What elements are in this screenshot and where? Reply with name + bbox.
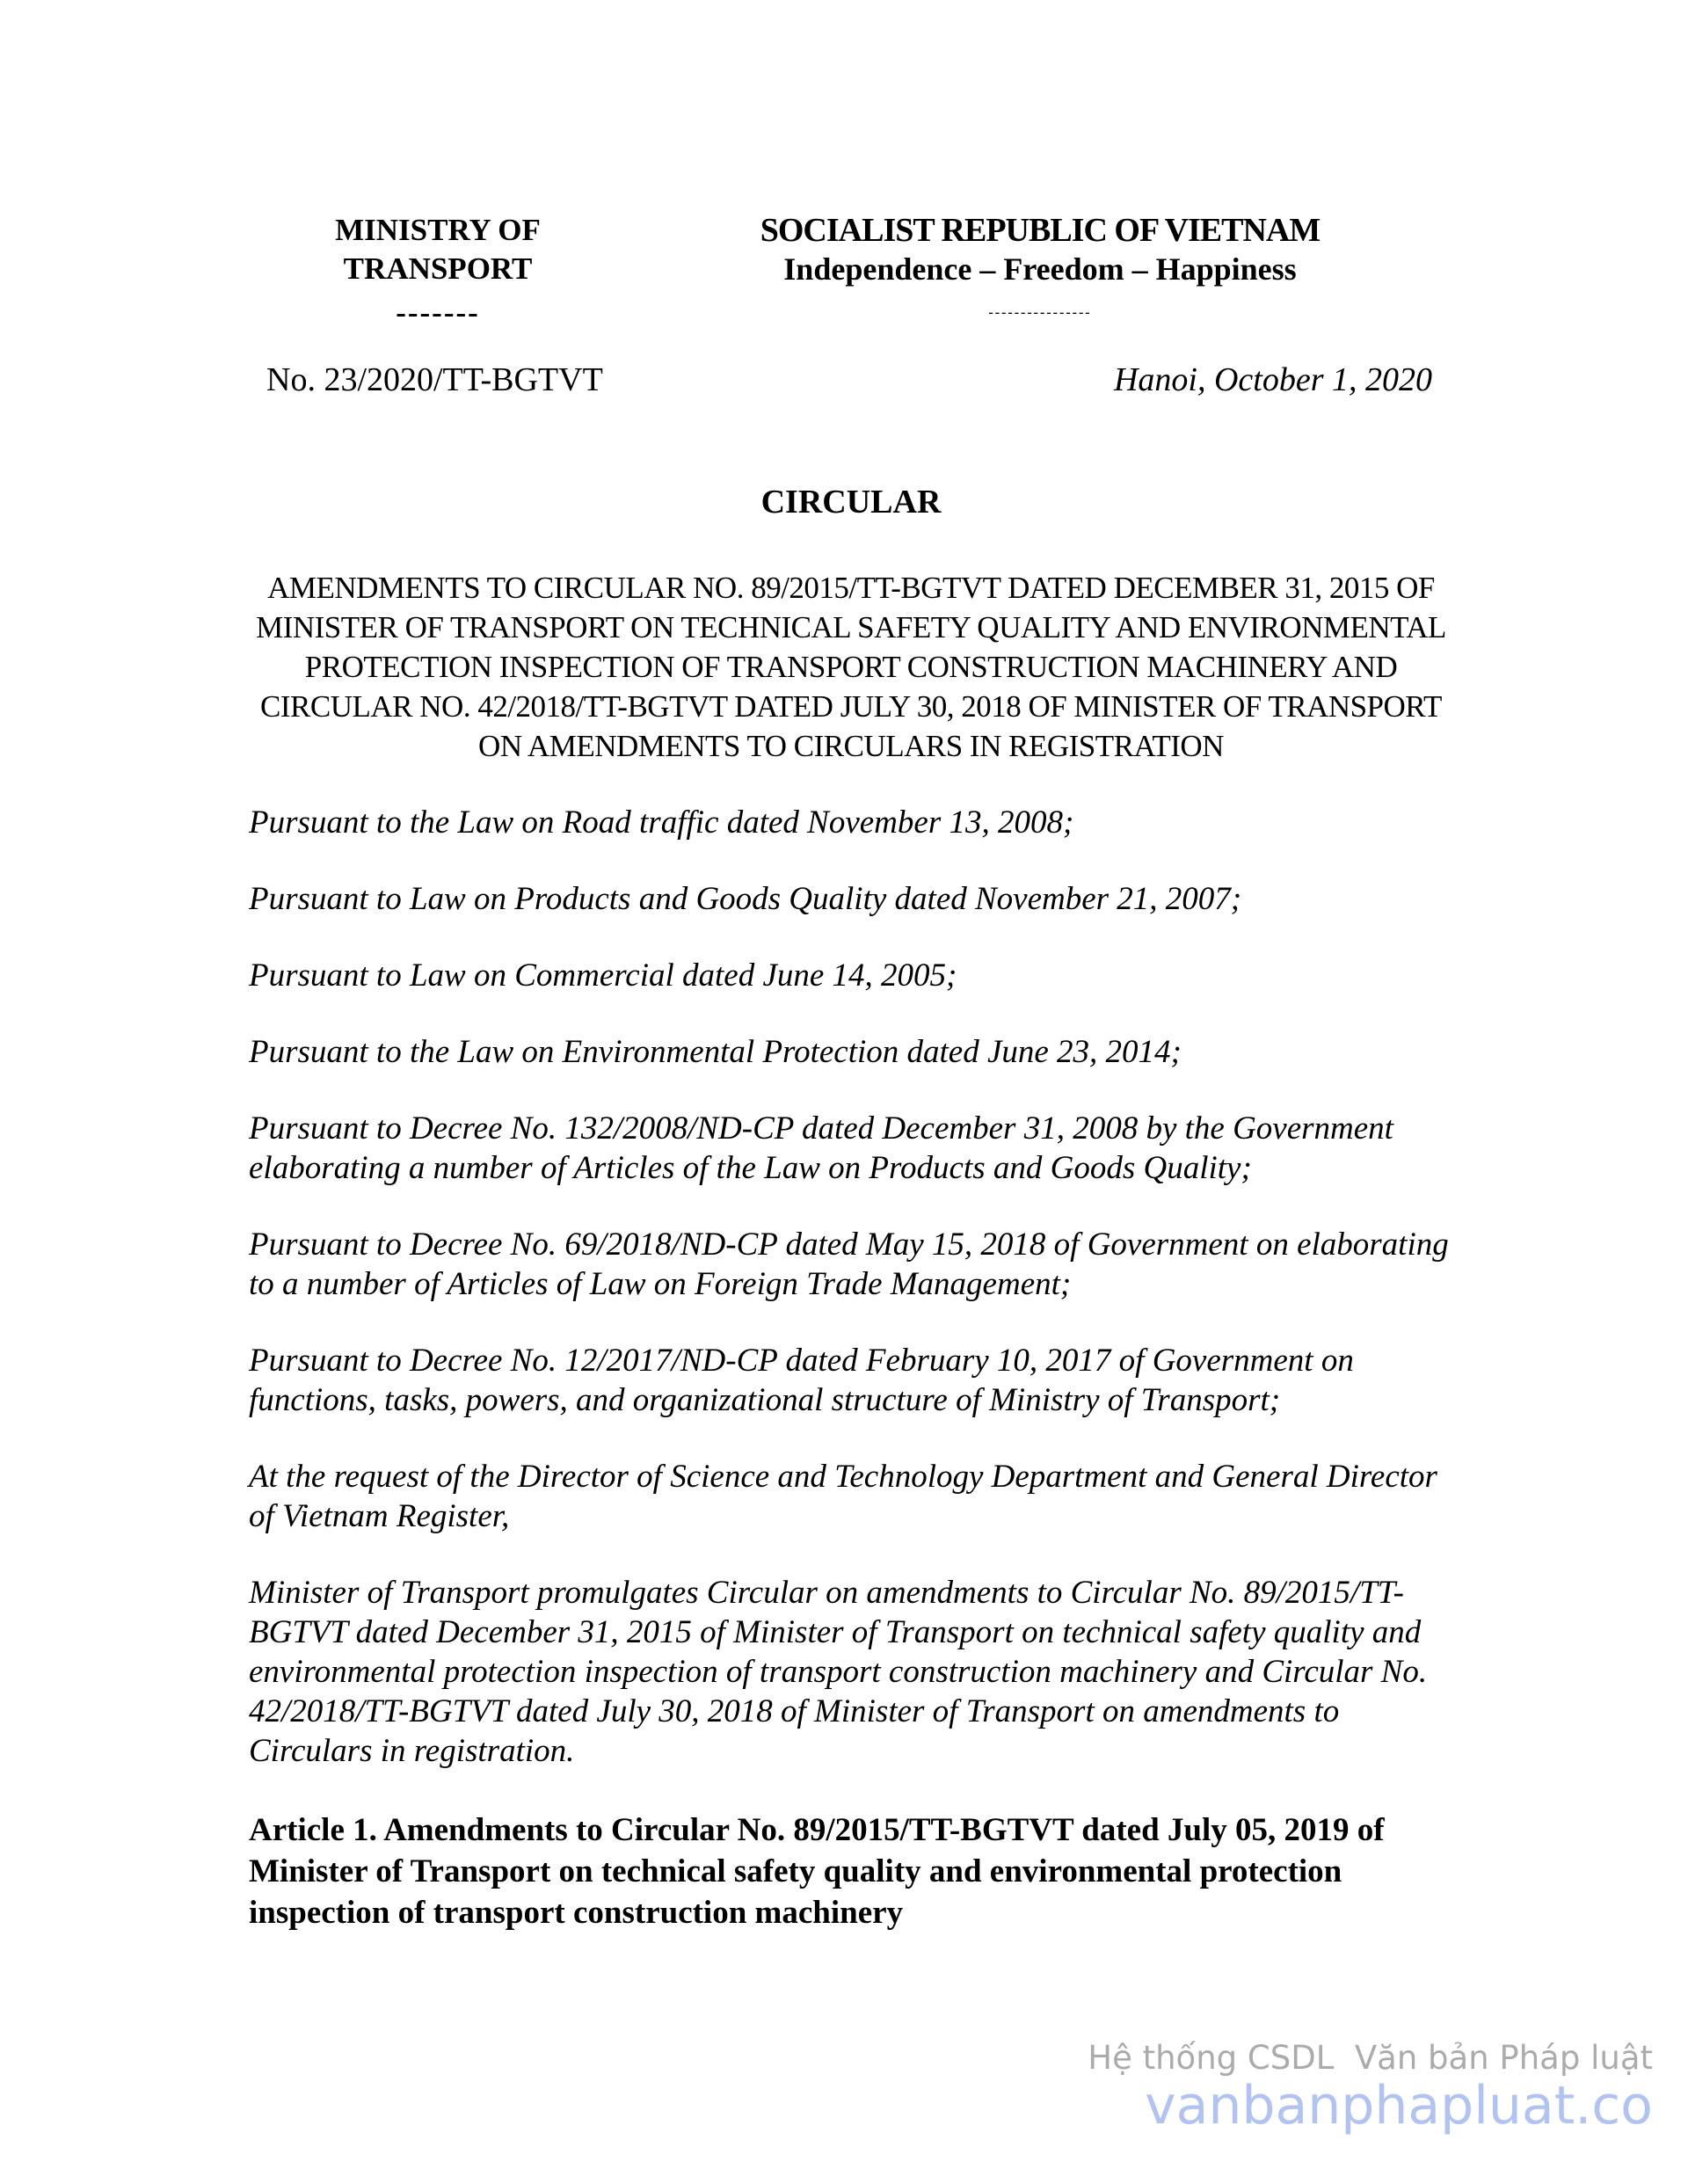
preamble-paragraph: Minister of Transport promulgates Circular on amendments to Circular No. 89/2015/TT-BGTVT dated December 31, 2015 of Minister of Transport on technical safety quality and environmental protection inspection of transport construction machinery and Circular No. 42/2018/TT-BGTVT dated July 30, 2018 of Minister of Transport on amendments to Circulars in registration.	[249, 1575, 1428, 1769]
issuing-authority-block	[249, 211, 627, 332]
preamble-paragraph: At the request of the Director of Science and Technology Department and General Director of Vietnam Register,	[249, 1459, 1437, 1534]
document-header	[249, 211, 1453, 332]
document-number: No. 23/2020/TT-BGTVT	[266, 361, 603, 398]
place-and-date: Hanoi, October 1, 2020	[1113, 361, 1432, 398]
document-subject: AMENDMENTS TO CIRCULAR NO. 89/2015/TT-BGTVT DATED DECEMBER 31, 2015 OF MINISTER OF TRANSPORT ON TECHNICAL SAFETY QUALITY AND ENVIRONMENTAL PROTECTION INSPECTION OF TRANSPORT CONSTRUCTION MACHINERY AND CIRCULAR NO. 42/2018/TT-BGTVT DATED JULY 30, 2018 OF MINISTER OF TRANSPORT ON AMENDMENTS TO CIRCULARS IN REGISTRATION	[256, 571, 1446, 763]
motto-line: Independence – Freedom – Happiness	[783, 251, 1297, 287]
preamble-paragraph: Pursuant to the Law on Road traffic dated November 13, 2008;	[249, 804, 1074, 841]
ministry-name-line1: MINISTRY OF	[335, 213, 541, 247]
preamble-paragraph: Pursuant to Decree No. 12/2017/ND-CP dated February 10, 2017 of Government on functions, tasks, powers, and organizational structure of Ministry of Transport;	[249, 1343, 1354, 1418]
watermark-site-name: vanbanphapluat.co	[1145, 2075, 1653, 2137]
right-divider-dashes: ----------------	[988, 305, 1092, 320]
site-watermark	[1088, 2040, 1653, 2135]
left-divider-dashes: -------	[396, 295, 480, 330]
preamble-paragraph: Pursuant to Decree No. 69/2018/ND-CP dated May 15, 2018 of Government on elaborating to a number of Articles of Law on Foreign Trade Management;	[249, 1227, 1449, 1302]
preamble-paragraph: Pursuant to Decree No. 132/2008/ND-CP dated December 31, 2008 by the Government elaborating a number of Articles of the Law on Products and Goods Quality;	[249, 1110, 1393, 1186]
document-title: CIRCULAR	[760, 484, 942, 521]
watermark-system-label: Hệ thống CSDL Văn bản Pháp luật	[1088, 2039, 1653, 2077]
document-meta-row	[249, 359, 1453, 401]
ministry-name-line2: TRANSPORT	[343, 251, 533, 286]
republic-title: SOCIALIST REPUBLIC OF VIETNAM	[760, 212, 1321, 249]
preamble-paragraph: Pursuant to Law on Commercial dated June 14, 2005;	[249, 957, 957, 994]
document	[249, 211, 1453, 1933]
article-1-heading: Article 1. Amendments to Circular No. 89/2015/TT-BGTVT dated July 05, 2019 of Minister of Transport on technical safety quality and environmental protection inspection of transport construction machinery	[249, 1812, 1385, 1931]
national-motto-block	[728, 211, 1352, 332]
preamble-paragraph: Pursuant to the Law on Environmental Protection dated June 23, 2014;	[249, 1034, 1182, 1070]
preamble-paragraph: Pursuant to Law on Products and Goods Quality dated November 21, 2007;	[249, 881, 1242, 917]
